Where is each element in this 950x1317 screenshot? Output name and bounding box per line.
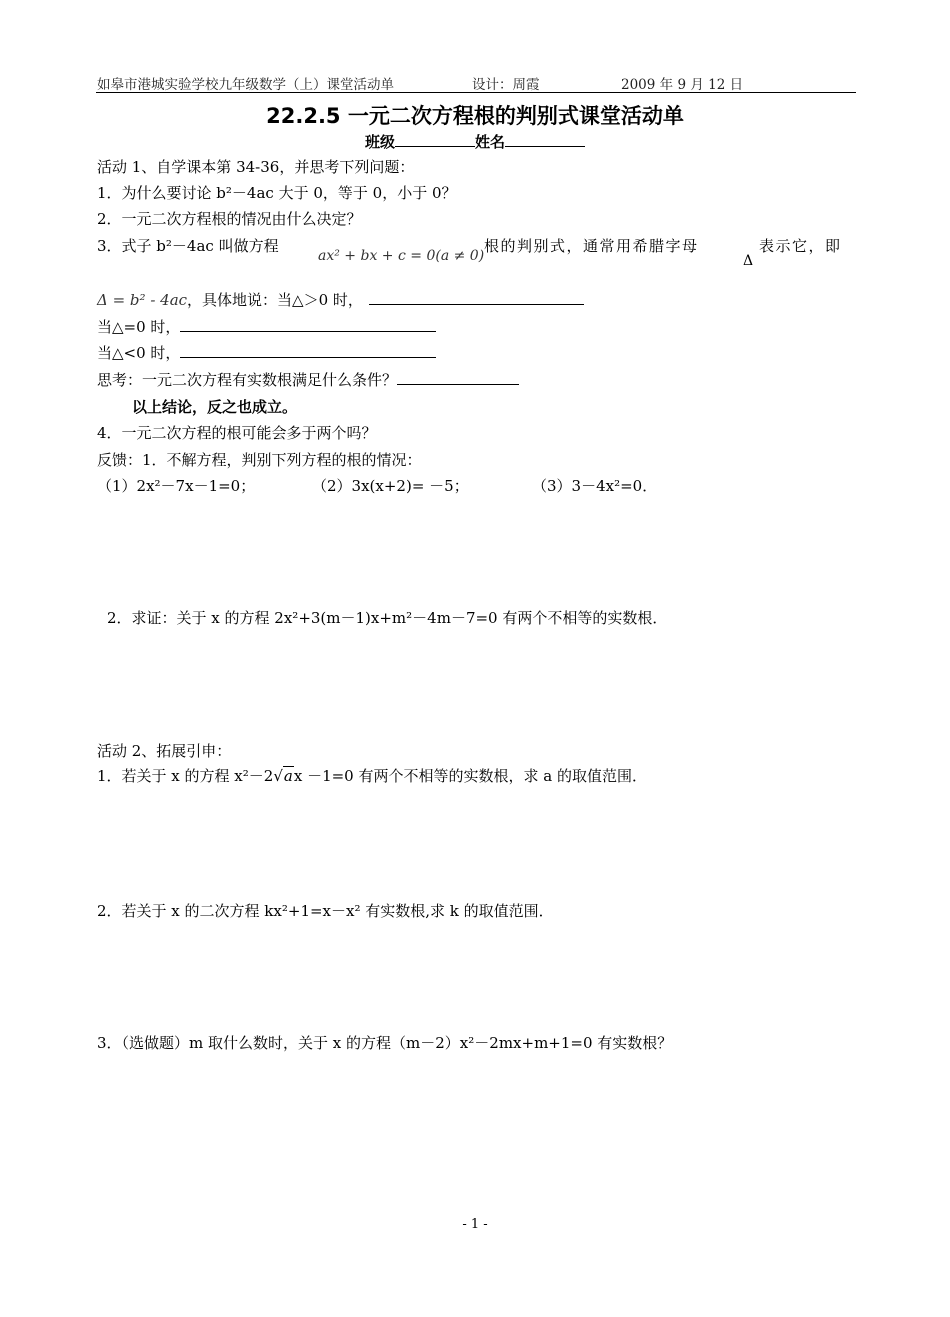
extension-2: 2．若关于 x 的二次方程 kx²+1=x－x² 有实数根,求 k 的取值范围． — [97, 902, 554, 920]
delta-lt0-text: 当△<0 时， — [97, 344, 181, 362]
class-name-line — [0, 131, 950, 152]
proof-problem: 2．求证：关于 x 的方程 2x²+3(m－1)x+m²－4m－7=0 有两个不相等的实数根． — [107, 609, 668, 627]
answer-blank-gt0 — [369, 290, 584, 305]
extension-1-after: x －1=0 有两个不相等的实数根，求 a 的取值范围． — [293, 767, 647, 785]
discriminant-formula: Δ = b² - 4ac — [97, 291, 188, 309]
activity2-heading: 活动 2、拓展引申： — [97, 742, 232, 760]
header-school: 如皋市港城实验学校九年级数学（上）课堂活动单 — [97, 77, 394, 93]
delta-line — [97, 289, 584, 310]
question-2: 2．一元二次方程根的情况由什么决定？ — [97, 210, 362, 228]
delta-lt0-line — [97, 342, 436, 363]
class-blank — [395, 132, 475, 147]
page-number: - 1 - — [462, 1217, 488, 1232]
delta-symbol: Δ — [743, 253, 754, 269]
name-label: 姓名 — [475, 133, 506, 151]
delta-eq0-text: 当△=0 时， — [97, 318, 181, 336]
header-designer: 设计：周霞 — [472, 77, 540, 93]
feedback-eq-2: （2）3x(x+2)= －5； — [312, 477, 469, 495]
answer-blank-lt0 — [180, 343, 436, 358]
converse-note: 以上结论，反之也成立。 — [132, 398, 298, 416]
extension-1-before: 1．若关于 x 的方程 x²－2 — [97, 767, 274, 785]
delta-eq0-line — [97, 316, 436, 337]
feedback-eq-1: （1）2x²－7x－1=0； — [97, 477, 256, 495]
header-rule — [96, 92, 856, 93]
question-3-mid: 根的判别式，通常用希腊字母 — [484, 237, 699, 255]
question-1: 1．为什么要讨论 b²－4ac 大于 0，等于 0，小于 0？ — [97, 184, 457, 202]
sqrt-a: √a — [273, 767, 293, 785]
class-label: 班级 — [364, 133, 395, 151]
page-title: 22.2.5 一元二次方程根的判别式课堂活动单 — [266, 104, 684, 128]
question-3-start: 3．式子 b²－4ac 叫做方程 — [97, 237, 279, 255]
think-line — [97, 369, 519, 390]
name-blank — [505, 132, 585, 147]
activity1-heading: 活动 1、自学课本第 34-36，并思考下列问题： — [97, 158, 415, 176]
answer-blank-think — [397, 370, 519, 385]
feedback-eq-3: （3）3－4x²=0． — [532, 477, 658, 495]
think-text: 思考：一元二次方程有实数根满足什么条件？ — [97, 371, 398, 389]
sqrt-radicand: a — [283, 767, 293, 785]
quadratic-formula: ax² + bx + c = 0(a ≠ 0) — [318, 248, 485, 264]
extension-1 — [97, 765, 647, 786]
delta-gt0-text: ，具体地说：当△＞0 时， — [187, 291, 363, 309]
question-3-end: 表示它，即 — [759, 237, 842, 255]
header-date: 2009 年 9 月 12 日 — [621, 77, 744, 93]
extension-3: 3．（选做题）m 取什么数时，关于 x 的方程（m－2）x²－2mx+m+1=0 有实数根？ — [97, 1034, 673, 1052]
answer-blank-eq0 — [180, 317, 436, 332]
feedback-heading: 反馈：1．不解方程，判别下列方程的根的情况： — [97, 451, 422, 469]
question-4: 4．一元二次方程的根可能会多于两个吗？ — [97, 424, 377, 442]
